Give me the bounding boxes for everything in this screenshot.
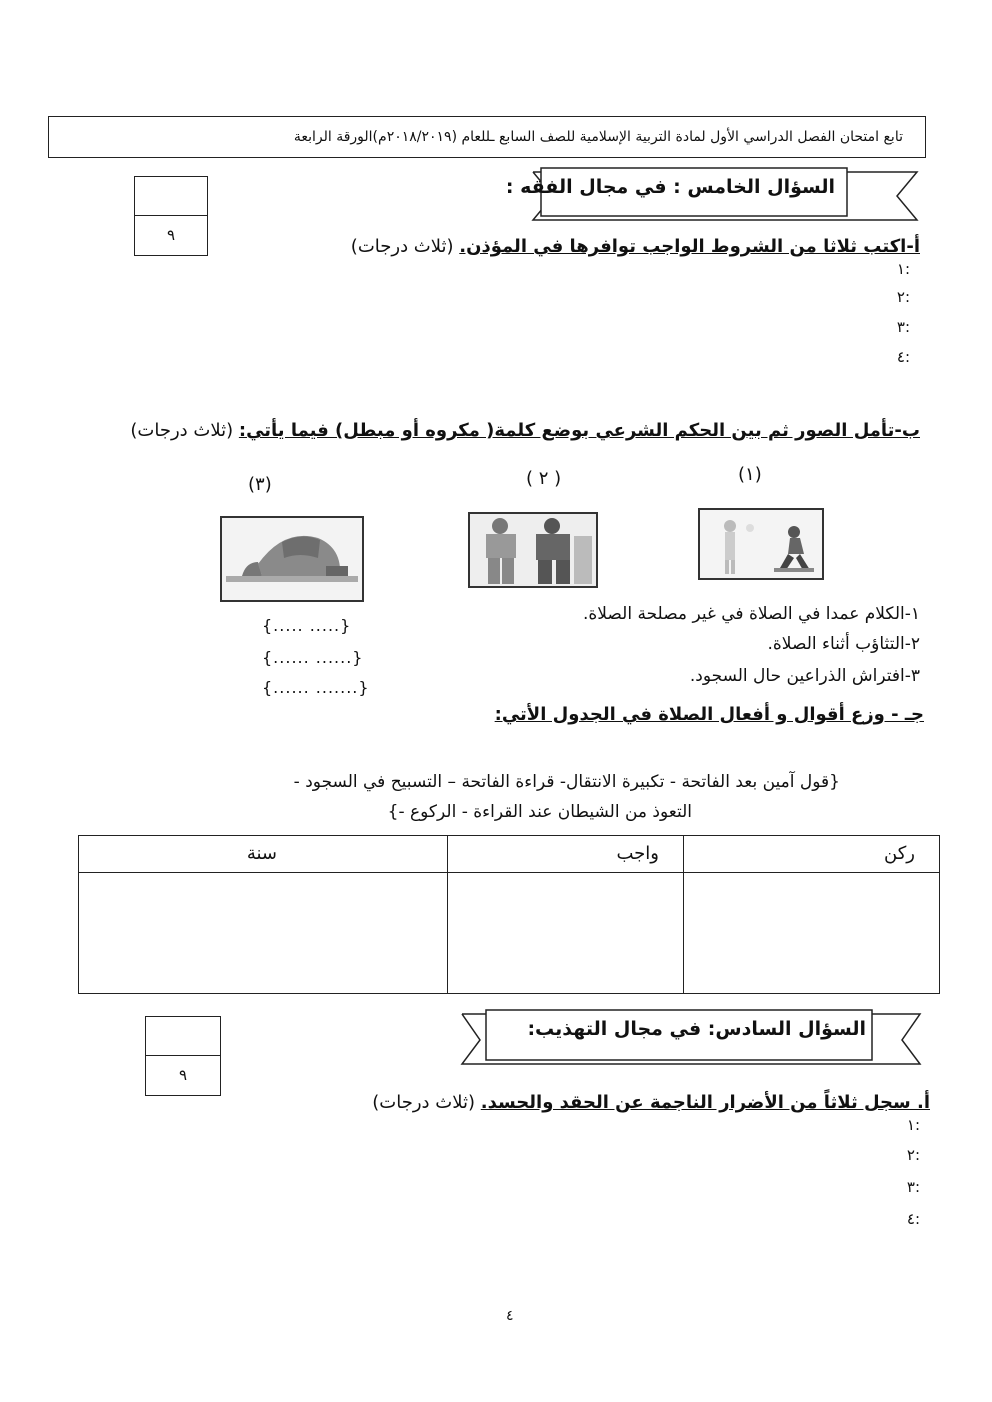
table-cell-rukn[interactable] <box>684 873 940 994</box>
table-header-rukn: ركن <box>684 836 940 873</box>
statement-2-answer[interactable]: {...... ......} <box>262 648 364 667</box>
table-cell-wajib[interactable] <box>448 873 684 994</box>
picture-label-3: (٣) <box>248 474 272 495</box>
q5-score-blank <box>135 177 207 216</box>
q6-banner-title: السؤال السادس: في مجال التهذيب: <box>527 1018 866 1040</box>
statement-3: ٣-افتراش الذراعين حال السجود. <box>689 666 920 686</box>
picture-label-1: (١) <box>738 464 762 485</box>
picture-label-2: ( ٢ ) <box>526 468 562 489</box>
statement-2: ٢-التثاؤب أثناء الصلاة. <box>767 634 920 654</box>
q6-score-value: ٩ <box>178 1066 188 1084</box>
q5-part-b-text: ب-تأمل الصور ثم بين الحكم الشرعي بوضع كلمة( مكروه أو مبطل) فيما يأتي: <box>238 420 920 441</box>
table-header-wajib: واجب <box>448 836 684 873</box>
q5-part-c-list-line-2: التعوذ من الشيطان عند القراءة - الركوع -} <box>387 802 692 822</box>
q5-part-a-text: أ-اكتب ثلاثا من الشروط الواجب توافرها في المؤذن. <box>459 236 920 257</box>
statement-3-answer[interactable]: {...... .......} <box>262 678 370 697</box>
q5-part-c-question <box>440 704 924 725</box>
exam-header-title: تابع امتحان الفصل الدراسي الأول لمادة التربية الإسلامية للصف السابع ـللعام (٢٠١٨/٢٠١٩م)الورقة الرابعة <box>293 129 903 145</box>
statement-1-answer[interactable]: {..... .....} <box>262 616 352 635</box>
q5-score-box <box>134 176 208 256</box>
q5-part-c-list-line-1: {قول آمين بعد الفاتحة - تكبيرة الانتقال- قراءة الفاتحة – التسبيح في السجود - <box>293 772 840 792</box>
q6-score-blank <box>146 1017 220 1056</box>
exam-header <box>48 116 926 158</box>
q6-a-item-1: :١ <box>906 1116 920 1134</box>
q5-part-b-marks: (ثلاث درجات) <box>130 420 234 441</box>
q5-part-c-text: جـ - وزع أقوال و أفعال الصلاة في الجدول الأتي: <box>494 704 924 725</box>
q6-part-a-question <box>330 1092 930 1113</box>
q6-a-item-3: :٣ <box>906 1178 920 1196</box>
q6-a-item-4: :٤ <box>906 1210 920 1228</box>
table-row <box>79 873 940 994</box>
q5-score-value: ٩ <box>166 226 176 244</box>
prostration-figure-icon <box>220 516 364 602</box>
table-header-row <box>79 836 940 873</box>
q5-a-item-3: :٣ <box>896 318 910 336</box>
prayer-distribution-table <box>78 835 940 994</box>
prayer-figure-standing-icon <box>698 508 824 580</box>
table-cell-sunnah[interactable] <box>79 873 448 994</box>
table-header-sunnah: سنة <box>79 836 448 873</box>
q6-part-a-text: أ. سجل ثلاثاً من الأضرار الناجمة عن الحقد والحسد. <box>480 1092 930 1113</box>
q6-part-a-marks: (ثلاث درجات) <box>372 1092 476 1113</box>
q5-a-item-4: :٤ <box>896 348 910 366</box>
q5-part-b-question <box>110 420 920 441</box>
page-number: ٤ <box>506 1308 514 1324</box>
q5-part-a-question <box>320 236 920 257</box>
q5-a-item-1: :١ <box>896 260 910 278</box>
q5-a-item-2: :٢ <box>896 288 910 306</box>
q6-a-item-2: :٢ <box>906 1146 920 1164</box>
q5-part-a-marks: (ثلاث درجات) <box>350 236 454 257</box>
prayer-row-talking-icon <box>468 512 598 588</box>
statement-1: ١-الكلام عمدا في الصلاة في غير مصلحة الصلاة. <box>582 604 920 624</box>
q6-score-box <box>145 1016 221 1096</box>
q5-banner-title: السؤال الخامس : في مجال الفقه : <box>505 176 835 198</box>
